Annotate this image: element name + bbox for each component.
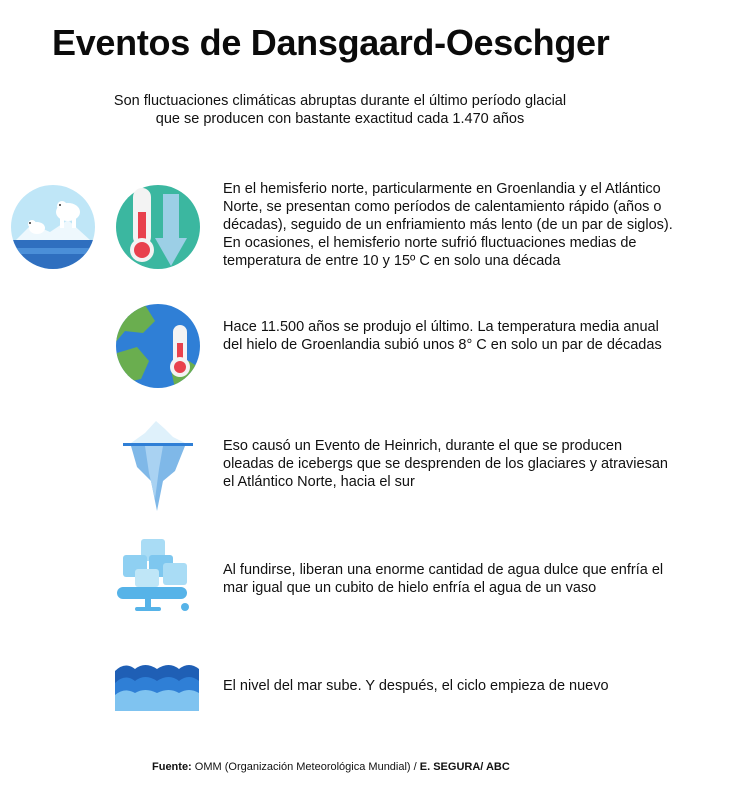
thermometer-icon [115,184,201,275]
item-text: Al fundirse, liberan una enorme cantidad de agua dulce que enfría el mar igual que un cubito de hielo enfría el agua de un vaso [223,562,664,596]
iceberg-icon [123,419,193,518]
source-footer [152,761,510,773]
page-title: Eventos de Dansgaard-Oeschger [52,22,610,63]
item-text: En el hemisferio norte, particularmente en Groenlandia y el Atlántico Norte, se presentan como períodos de calentamiento rápido (años o décadas), seguido de un enfriamiento más lento (de un par de siglos). En ocasiones, el hemisferio norte sufrió fluctuaciones medias de temperatura de entre 10 y 15º C en solo una década [223,181,673,269]
item-text: Eso causó un Evento de Heinrich, durante el que se producen oleadas de icebergs que se desprenden de los glaciares y atraviesan el Atlántico Norte, hacia el sur [223,438,668,490]
credit-text: E. SEGURA/ ABC [419,761,510,773]
sea-waves-icon [115,661,199,716]
source-text: OMM (Organización Meteorológica Mundial) / [191,761,420,773]
globe-thermometer-icon [115,303,201,394]
subtitle: Son fluctuaciones climáticas abruptas durante el último período glacial que se producen con bastante exactitud cada 1.470 años [113,93,567,127]
source-label: Fuente: [152,761,192,773]
polar-bears-icon [10,184,96,275]
item-text: Hace 11.500 años se produjo el último. La temperatura media anual del hielo de Groenlandia subió unos 8° C en solo un par de décadas [223,319,662,353]
item-text: El nivel del mar sube. Y después, el ciclo empieza de nuevo [223,678,609,694]
melting-ice-cubes-icon [115,537,195,620]
